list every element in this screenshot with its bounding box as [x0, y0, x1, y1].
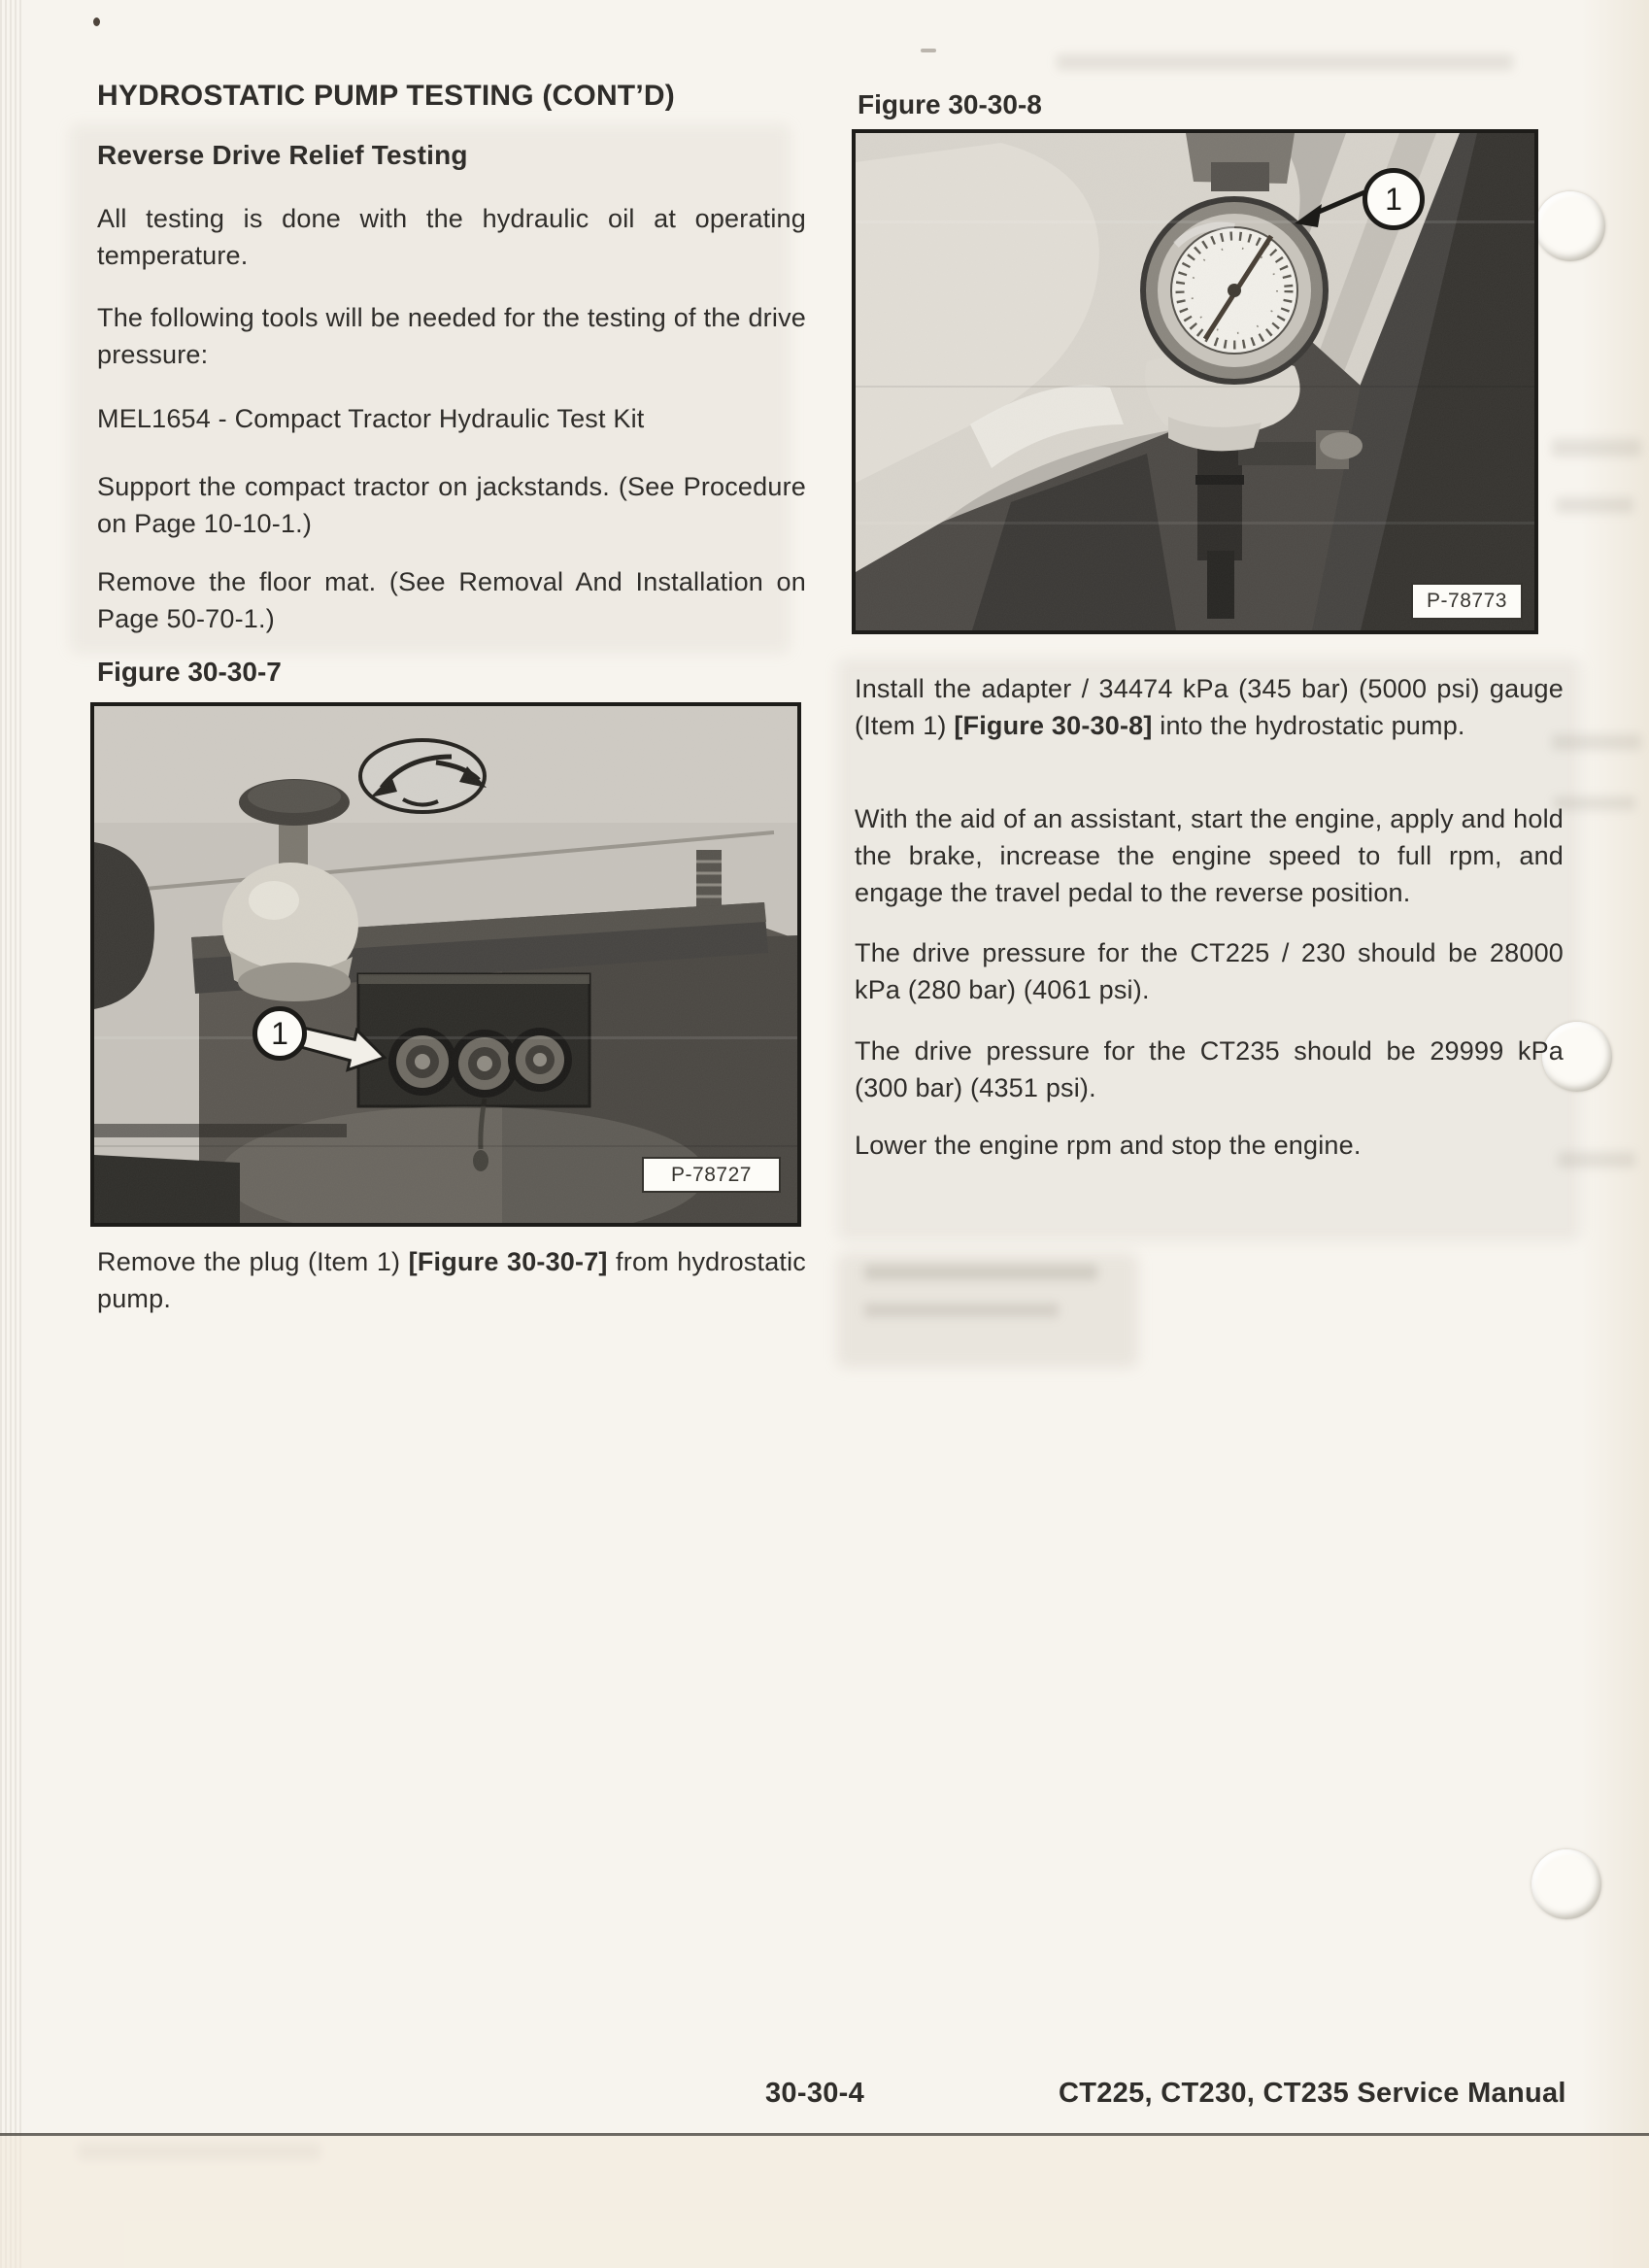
footer-manual-title: CT225, CT230, CT235 Service Manual [1059, 2078, 1566, 2109]
paragraph-assistant: With the aid of an assistant, start the engine, apply and hold the brake, increase the engine speed to full rpm, and engage the travel pedal to the reverse position. [855, 804, 1564, 907]
paragraph-floor-mat: Remove the floor mat. (See Removal And Installation on Page 50-70-1.) [97, 567, 806, 633]
paragraph-jackstands: Support the compact tractor on jackstands. (See Procedure on Page 10-10-1.) [97, 472, 806, 538]
paragraph-lower-rpm: Lower the engine rpm and stop the engine. [855, 1131, 1362, 1160]
paragraph-oil-temperature: All testing is done with the hydraulic oil at operating temperature. [97, 204, 806, 270]
figure-reference: [Figure 30-30-8] [954, 711, 1153, 740]
stray-dash-mark [921, 49, 936, 52]
ghost-text-smudge [1552, 439, 1641, 457]
paragraph-remove-plug [97, 1243, 806, 1317]
figure-reference: [Figure 30-30-7] [408, 1247, 608, 1276]
paragraph-text: Remove the plug (Item 1) [97, 1247, 409, 1276]
callout-1-figure-8: 1 [1363, 168, 1425, 230]
callout-1-figure-7: 1 [252, 1006, 307, 1061]
scanner-edge-banding [0, 0, 21, 2268]
paragraph-ct235-pressure: The drive pressure for the CT235 should be 29999 kPa (300 bar) (4351 psi). [855, 1036, 1564, 1102]
ghost-text-smudge [1554, 796, 1635, 810]
ghost-text-smudge [1057, 54, 1513, 70]
photo-id-label: P-78773 [1411, 583, 1523, 620]
hole-punch [1531, 1849, 1601, 1919]
paragraph-text: Install the adapter / 34474 kPa (345 bar) (5000 psi) gauge (Item 1) [855, 674, 1564, 740]
hole-punch [1535, 191, 1605, 261]
ghost-text-smudge [1556, 497, 1633, 513]
ghost-text-smudge [864, 1303, 1059, 1317]
paragraph-tools-needed: The following tools will be needed for the testing of the drive pressure: [97, 303, 806, 369]
subsection-heading: Reverse Drive Relief Testing [97, 140, 468, 170]
figure-30-30-8-photo [852, 129, 1538, 634]
scanner-background-strip [0, 2136, 1649, 2268]
paragraph-ct225-pressure: The drive pressure for the CT225 / 230 should be 28000 kPa (280 bar) (4061 psi). [855, 938, 1564, 1004]
figure-30-30-7-photo [90, 702, 801, 1227]
page-edge-shading [1581, 0, 1649, 2268]
callout-arrow [1287, 185, 1369, 238]
ghost-text-smudge [864, 1265, 1097, 1280]
ink-speck [93, 17, 100, 26]
figure-7-caption: Figure 30-30-7 [97, 657, 282, 687]
ghost-text-smudge [1552, 734, 1641, 750]
section-heading: HYDROSTATIC PUMP TESTING (CONT’D) [97, 80, 675, 112]
gauge-photo-illustration [856, 133, 1534, 630]
paragraph-text: from hydrostatic pump. [97, 1247, 807, 1313]
paragraph-test-kit: MEL1654 - Compact Tractor Hydraulic Test Kit [97, 404, 645, 433]
footer-page-number: 30-30-4 [765, 2078, 865, 2109]
photo-id-label: P-78727 [642, 1157, 781, 1193]
callout-arrow [302, 1022, 395, 1076]
ghost-text-smudge [1558, 1152, 1635, 1168]
paragraph-install-gauge [855, 670, 1564, 744]
figure-8-caption: Figure 30-30-8 [858, 89, 1042, 119]
paragraph-text: into the hydrostatic pump. [1152, 711, 1465, 740]
pump-plug-photo-illustration [94, 706, 797, 1223]
